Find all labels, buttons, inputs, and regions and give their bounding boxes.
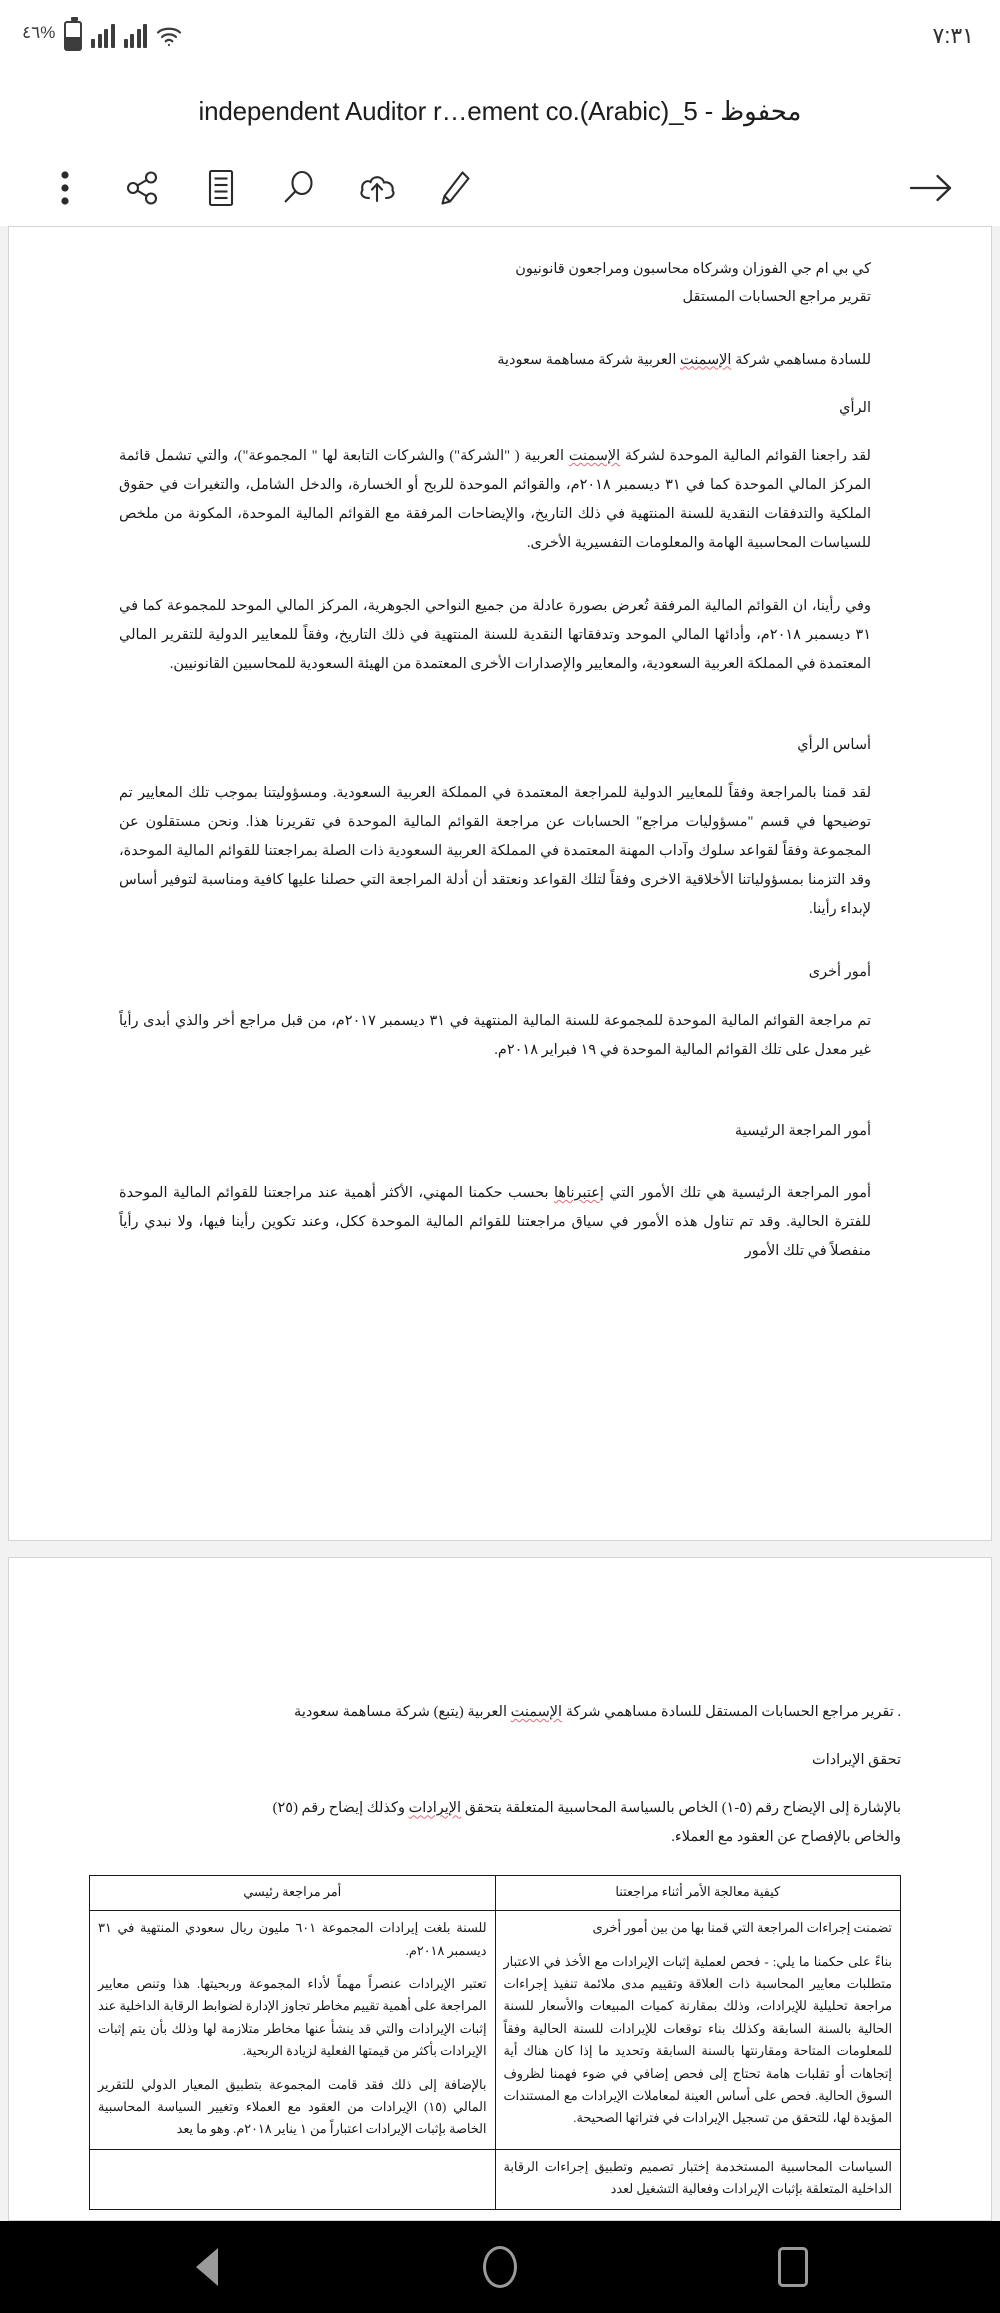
recent-apps-square-icon [778, 2247, 808, 2287]
back-triangle-icon [196, 2248, 218, 2286]
arrow-right-icon [908, 173, 954, 203]
toolbar-left-group [26, 157, 892, 219]
page2-running-header [89, 1698, 901, 1726]
opinion-paragraph-1 [119, 442, 871, 558]
kam-p1-misspelled-word: إعتبرناها [554, 1184, 604, 1201]
audit-response-para-2: بناءً على حكمنا ما يلي: - فحص لعملية إثبات الإيرادات مع الأخذ في الاعتبار متطلبات معايير المحاسبة ذات العلاقة وتقييم مدى ملائمة تنفيذ إجراءات مراجعة تحليلية للإيرادات، وذلك بمقارنة كميات المبيعات والأسعار للسنة الحالية بالسنة السابقة وكذلك بناء توقعات للإيرادات للسنة الحالية وفقاً للمعلومات المتاحة ومقارنتها بالسنة السابقة وتحديد ما إذا كان هناك أية إتجاهات أو تقلبات هامة تحتاج إلى فحص إضافي في ضوء فهمنا لظروف السوق الحالية. فحص على أساس العينة لمعاملات الإيرادات مع المستندات المؤيدة لها، للتحقق من تسجيل الإيرادات في فتراتها الصحيحة. [503, 1954, 892, 2126]
revenue-intro-part-a: بالإشارة إلى الإيضاح رقم (٥-١) الخاص بالسياسة المحاسبية المتعلقة بتحقق [461, 1800, 901, 1817]
cloud-upload-icon [356, 171, 398, 205]
document-list-icon [206, 169, 236, 207]
share-icon [125, 170, 161, 206]
kam-p1-part-a: أمور المراجعة الرئيسية هي تلك الأمور التي [603, 1184, 872, 1201]
document-page-1 [8, 226, 992, 1541]
page2-header-suffix: العربية (يتبع) شركة مساهمة سعودية [294, 1703, 511, 1720]
table-header-audit-response: كيفية معالجة الأمر أثناء مراجعتنا [495, 1875, 901, 1910]
toolbar [0, 150, 1000, 226]
battery-icon [64, 21, 82, 51]
forward-button[interactable] [892, 157, 970, 219]
opinion-paragraph-2: وفي رأينا، ان القوائم المالية المرفقة تُعرض بصورة عادلة من جميع النواحي الجوهرية، المركز المالي الموحد للمجموعة كما في ٣١ ديسمبر ٢٠١٨م، وأدائها المالي الموحد وتدفقاتها النقدية للسنة المنتهية في ذلك التاريخ، وفقاً للمعايير الدولية للتقرير المالي المعتمدة في المملكة العربية السعودية، والمعايير والإصدارات الأخرى المعتمدة من الهيئة السعودية للمحاسبين القانونيين. [119, 598, 872, 673]
wifi-icon [156, 25, 182, 47]
nav-recent-apps-button[interactable] [733, 2221, 853, 2313]
table-header-key-matter: أمر مراجعة رئيسي [90, 1875, 496, 1910]
edit-button[interactable] [416, 157, 494, 219]
page-1-content [9, 227, 991, 1540]
table-cell-audit-response-1 [495, 1911, 901, 2150]
table-header-row [90, 1875, 901, 1910]
key-audit-matters-table [89, 1875, 901, 2210]
document-page-2 [8, 1557, 992, 2221]
page2-header-prefix: . تقرير مراجع الحسابات المستقل للسادة مساهمي شركة [562, 1703, 901, 1720]
search-icon [280, 169, 318, 207]
page2-header-misspelled-word: الإسمنت [510, 1703, 563, 1720]
other-matters-heading: أمور أخرى [808, 964, 871, 981]
battery-percent-label: ٤٦% [22, 23, 56, 42]
opinion-p1-misspelled-word: الإسمنت [568, 448, 621, 465]
table-row [90, 1911, 901, 2150]
addressee-suffix: العربية شركة مساهمة سعودية [497, 351, 680, 368]
audit-response-para-1: تضمنت إجراءات المراجعة التي قمنا بها من بين أمور أخرى [592, 1921, 892, 1936]
opinion-p1-part-a: لقد راجعنا القوائم المالية الموحدة لشركة [620, 448, 871, 465]
nav-back-button[interactable] [147, 2221, 267, 2313]
key-matter-para-2: تعتبر الإيرادات عنصراً مهماً لأداء المجموعة وربحيتها. هذا وتنص معايير المراجعة على أهمية تقييم مخاطر تجاوز الإدارة لضوابط الرقابة الداخلية عند إثبات الإيرادات والتي قد ينشأ عنها مخاطر متلازمة لها وذلك بأن يتم إثبات الإيرادات بأكثر من قيمتها الفعلية لزيادة الربحية. [98, 1977, 487, 2059]
opinion-heading: الرأي [839, 399, 871, 416]
status-bar [0, 0, 1000, 72]
share-button[interactable] [104, 157, 182, 219]
save-to-cloud-button[interactable] [338, 157, 416, 219]
table-head [90, 1875, 901, 1910]
basis-heading: أساس الرأي [797, 737, 871, 754]
search-button[interactable] [260, 157, 338, 219]
other-matters-paragraph-1: تم مراجعة القوائم المالية الموحدة للمجموعة للسنة المالية المنتهية في ٣١ ديسمبر ٢٠١٧م، من قبل مراجع أخر والذي أبدى رأياً غير معدل على تلك القوائم المالية الموحدة في ١٩ فبراير ٢٠١٨م. [119, 1012, 871, 1058]
key-matter-para-1: للسنة بلغت إيرادات المجموعة ٦٠١ مليون ريال سعودي المنتهية في ٣١ ديسمبر ٢٠١٨م. [98, 1921, 487, 1958]
signal-bars-icon-2 [124, 24, 148, 48]
pencil-icon [437, 169, 473, 207]
read-view-button[interactable] [182, 157, 260, 219]
revenue-recognition-subheading: تحقق الإيرادات [812, 1752, 901, 1769]
document-title: independent Auditor r…ement co.(Arabic)_5 - محفوظ [198, 95, 802, 126]
addressee-prefix: للسادة مساهمي شركة [731, 351, 871, 368]
revenue-intro-misspelled-word: الإيرادات [408, 1800, 462, 1817]
opinion-p1-part-c: العربية ( "الشركة") والشركات التابعة لها " المجموعة")، والتي تشمل قائمة المركز المالي الموحدة كما في ٣١ ديسمبر ٢٠١٨م، والقوائم الموحدة للربح أو الخسارة، والدخل الشامل، والتغيرات في حقوق الملكية والتدفقات النقدية للسنة المنتهية في ذلك التاريخ، والإيضاحات المرفقة مع القوائم المالية الموحدة، المكونة من ملخص للسياسات المحاسبية الهامة والمعلومات التفسيرية الأخرى. [119, 448, 871, 552]
status-bar-clock: ٧:٣١ [932, 23, 974, 48]
more-options-button[interactable] [26, 157, 104, 219]
revenue-intro-line-2: والخاص بالإفصاح عن العقود مع العملاء. [671, 1828, 901, 1845]
table-body [90, 1911, 901, 2209]
addressee-misspelled-word: الإسمنت [679, 351, 732, 368]
android-navigation-bar [0, 2221, 1000, 2313]
table-cell-key-matter-2 [90, 2149, 496, 2209]
table-cell-audit-response-2 [495, 2149, 901, 2209]
key-audit-matters-paragraph-1 [119, 1179, 871, 1266]
table-row [90, 2149, 901, 2209]
addressee-line [119, 346, 871, 374]
status-bar-left [22, 21, 182, 51]
home-circle-icon [483, 2246, 517, 2288]
kam-p1-part-c: بحسب حكمنا المهني، الأكثر أهمية عند مراجعتنا للقوائم المالية الموحدة للفترة الحالية. وقد تم تناول هذه الأمور في سياق مراجعتنا للقوائم المالية الموحدة ككل، وعند تكوين رأينا فيها، ولا نبدي رأياً منفصلاً في تلك الأمور [119, 1184, 871, 1259]
toolbar-right-group [892, 157, 970, 219]
key-matter-para-3: بالإضافة إلى ذلك فقد قامت المجموعة بتطبيق المعيار الدولي للتقرير المالي (١٥) الإيرادات من العقود مع العملاء وتغيير السياسة المحاسبية الخاصة بإثبات الإيرادات اعتباراً من ١ يناير ٢٠١٨م. وهو ما يعد [98, 2077, 487, 2137]
document-scroll-area[interactable] [0, 226, 1000, 2221]
basis-paragraph-1: لقد قمنا بالمراجعة وفقاً للمعايير الدولية للمراجعة المعتمدة في المملكة العربية السعودية. ومسؤوليتنا بموجب تلك المعايير تم توضيحها في قسم "مسؤوليات مراجع" الحسابات عن مراجعة القوائم المالية الموحدة في تقريرنا هذا. ونحن مستقلون عن المجموعة وفقاً لقواعد سلوك وآداب المهنة المعتمدة في المملكة العربية السعودية ذات الصلة بمراجعتنا للقوائم المالية الموحدة، وقد التزمنا بمسؤولياتنا الأخلاقية الاخرى وفقاً لتلك القواعد ونعتقد أن أدلة المراجعة التي حصلنا عليها كافية ومناسبة لتوفير أساس لإبداء رأينا. [119, 785, 871, 918]
audit-response-para-3: السياسات المحاسبية المستخدمة إختبار تصميم وتطبيق إجراءات الرقابة الداخلية المتعلقة بإثبات الإيرادات وفعالية التشغيل لعدد [503, 2159, 892, 2197]
vertical-dots-icon [61, 171, 69, 205]
revenue-intro-part-c: وكذلك إيضاح رقم (٢٥) [272, 1800, 409, 1817]
title-bar [0, 72, 1000, 150]
nav-home-button[interactable] [440, 2221, 560, 2313]
firm-name-line: كي بي ام جي الفوزان وشركاه محاسبون ومراجعون قانونيون [515, 261, 871, 277]
signal-bars-icon-1 [91, 24, 115, 48]
report-title-line: تقرير مراجع الحسابات المستقل [682, 289, 871, 306]
page-2-content [9, 1558, 991, 2220]
table-cell-key-matter-1 [90, 1911, 496, 2150]
revenue-intro-line-1 [89, 1794, 901, 1822]
key-audit-matters-heading: أمور المراجعة الرئيسية [734, 1122, 871, 1139]
